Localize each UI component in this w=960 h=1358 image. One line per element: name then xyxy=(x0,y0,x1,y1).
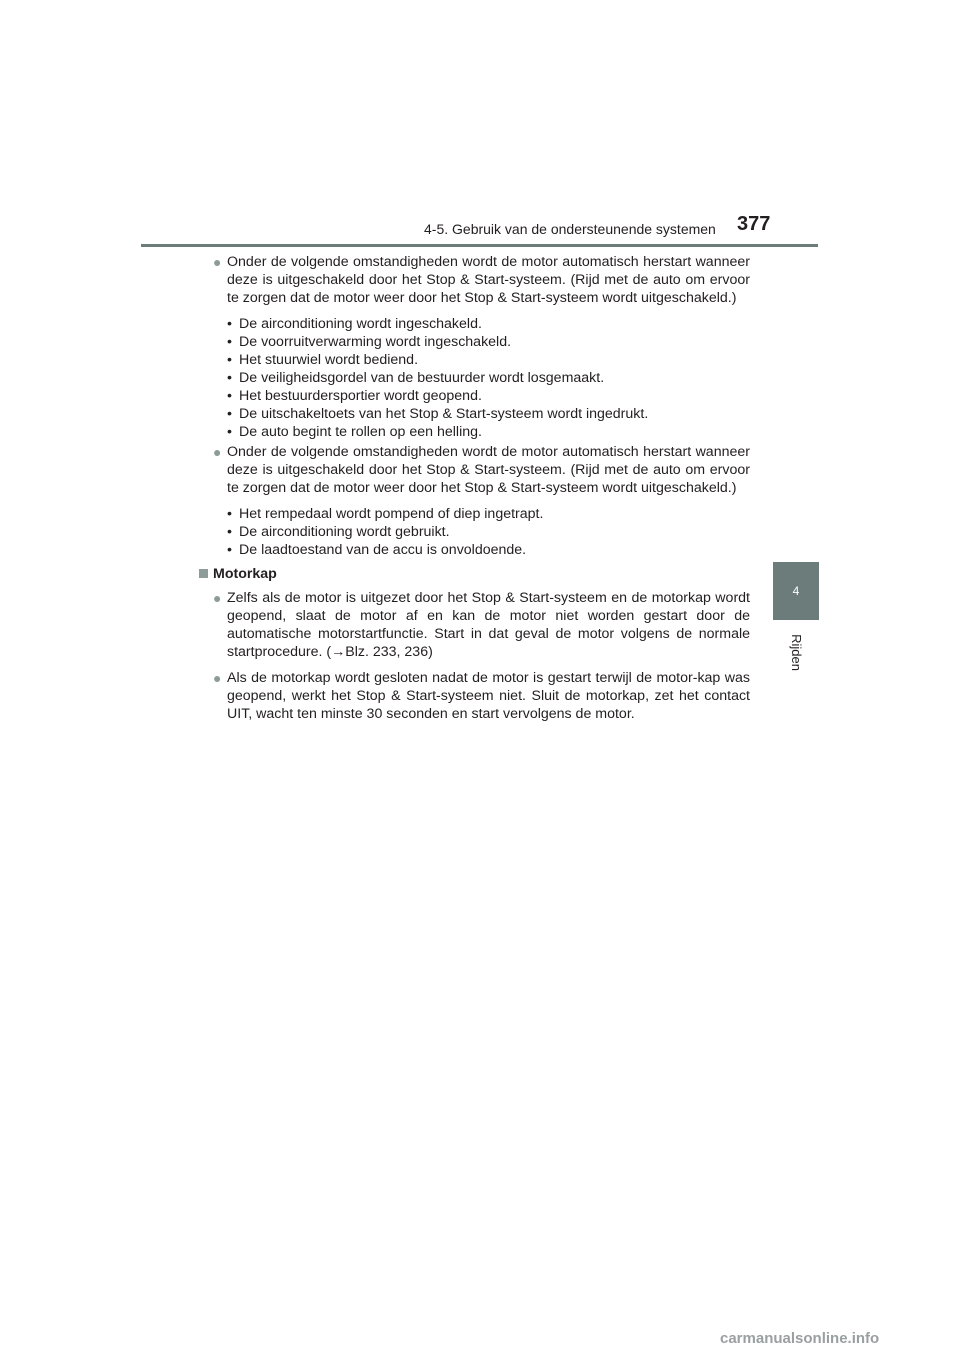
paragraph-text: Zelfs als de motor is uitgezet door het Stop & Start-systeem en de motorkap wordt geopend, slaat de motor af en kan de motor niet worden gestart door de automatische motorstartfunctie. Start in dat geval de motor volgens de normale startprocedure. (→Blz. 233, 236) xyxy=(227,590,750,660)
list-item-text: De voorruitverwarming wordt ingeschakeld. xyxy=(239,334,512,350)
header-section-title: 4-5. Gebruik van de ondersteunende systemen xyxy=(424,221,716,237)
paragraph-text: Als de motorkap wordt gesloten nadat de motor is gestart terwijl de motor-kap was geopend, werkt het Stop & Start-systeem niet. Sluit de motorkap, zet het contact UIT, wacht ten minste 30 seconden en start vervolgens de motor. xyxy=(227,670,750,722)
section-heading-text: Motorkap xyxy=(213,566,277,582)
list-item xyxy=(227,333,750,351)
chapter-tab-label-text: Rijden xyxy=(788,633,804,671)
sub-list-2 xyxy=(227,505,750,559)
circle-bullet-icon: ● xyxy=(213,590,222,606)
list-item xyxy=(227,387,750,405)
paragraph-motorkap-2 xyxy=(213,669,750,723)
paragraph-text: Onder de volgende omstandigheden wordt de motor automatisch herstart wanneer deze is uitgeschakeld door het Stop & Start-systeem. (Rijd met de auto om ervoor te zorgen dat de motor weer door het Stop & Start-systeem wordt uitgeschakeld.) xyxy=(227,444,750,496)
list-item-text: De laadtoestand van de accu is onvoldoende. xyxy=(239,542,527,558)
list-item xyxy=(227,523,750,541)
paragraph-text: Onder de volgende omstandigheden wordt de motor automatisch herstart wanneer deze is uitgeschakeld door het Stop & Start-systeem. (Rijd met de auto om ervoor te zorgen dat de motor weer door het Stop & Start-systeem wordt uitgeschakeld.) xyxy=(227,254,750,306)
paragraph-restart-conditions-1 xyxy=(213,253,750,307)
page-content xyxy=(213,253,750,731)
square-bullet-icon xyxy=(199,569,208,578)
circle-bullet-icon: ● xyxy=(213,444,222,460)
bullet-icon: • xyxy=(227,524,232,540)
paragraph-restart-conditions-2 xyxy=(213,443,750,497)
chapter-tab-number: 4 xyxy=(773,562,819,620)
list-item xyxy=(227,541,750,559)
bullet-icon: • xyxy=(227,334,232,350)
bullet-icon: • xyxy=(227,406,232,422)
bullet-icon: • xyxy=(227,388,232,404)
list-item xyxy=(227,369,750,387)
bullet-icon: • xyxy=(227,316,232,332)
list-item xyxy=(227,315,750,333)
list-item-text: De veiligheidsgordel van de bestuurder wordt losgemaakt. xyxy=(239,370,605,386)
watermark: carmanualsonline.info xyxy=(720,1330,880,1347)
list-item-text: De uitschakeltoets van het Stop & Start-systeem wordt ingedrukt. xyxy=(239,406,649,422)
list-item-text: Het stuurwiel wordt bediend. xyxy=(239,352,419,368)
list-item-text: De airconditioning wordt ingeschakeld. xyxy=(239,316,482,332)
sub-list-1 xyxy=(227,315,750,441)
list-item-text: Het bestuurdersportier wordt geopend. xyxy=(239,388,482,404)
list-item-text: Het rempedaal wordt pompend of diep ingetrapt. xyxy=(239,506,544,522)
bullet-icon: • xyxy=(227,424,232,440)
list-item xyxy=(227,423,750,441)
bullet-icon: • xyxy=(227,352,232,368)
paragraph-motorkap-1 xyxy=(213,589,750,661)
bullet-icon: • xyxy=(227,370,232,386)
list-item xyxy=(227,505,750,523)
chapter-tab-label xyxy=(773,624,819,680)
header-rule xyxy=(141,244,818,247)
page-number: 377 xyxy=(737,213,771,235)
circle-bullet-icon: ● xyxy=(213,670,222,686)
list-item xyxy=(227,351,750,369)
bullet-icon: • xyxy=(227,506,232,522)
circle-bullet-icon: ● xyxy=(213,254,222,270)
section-heading-motorkap xyxy=(199,565,750,583)
list-item-text: De auto begint te rollen op een helling. xyxy=(239,424,482,440)
list-item xyxy=(227,405,750,423)
bullet-icon: • xyxy=(227,542,232,558)
list-item-text: De airconditioning wordt gebruikt. xyxy=(239,524,450,540)
